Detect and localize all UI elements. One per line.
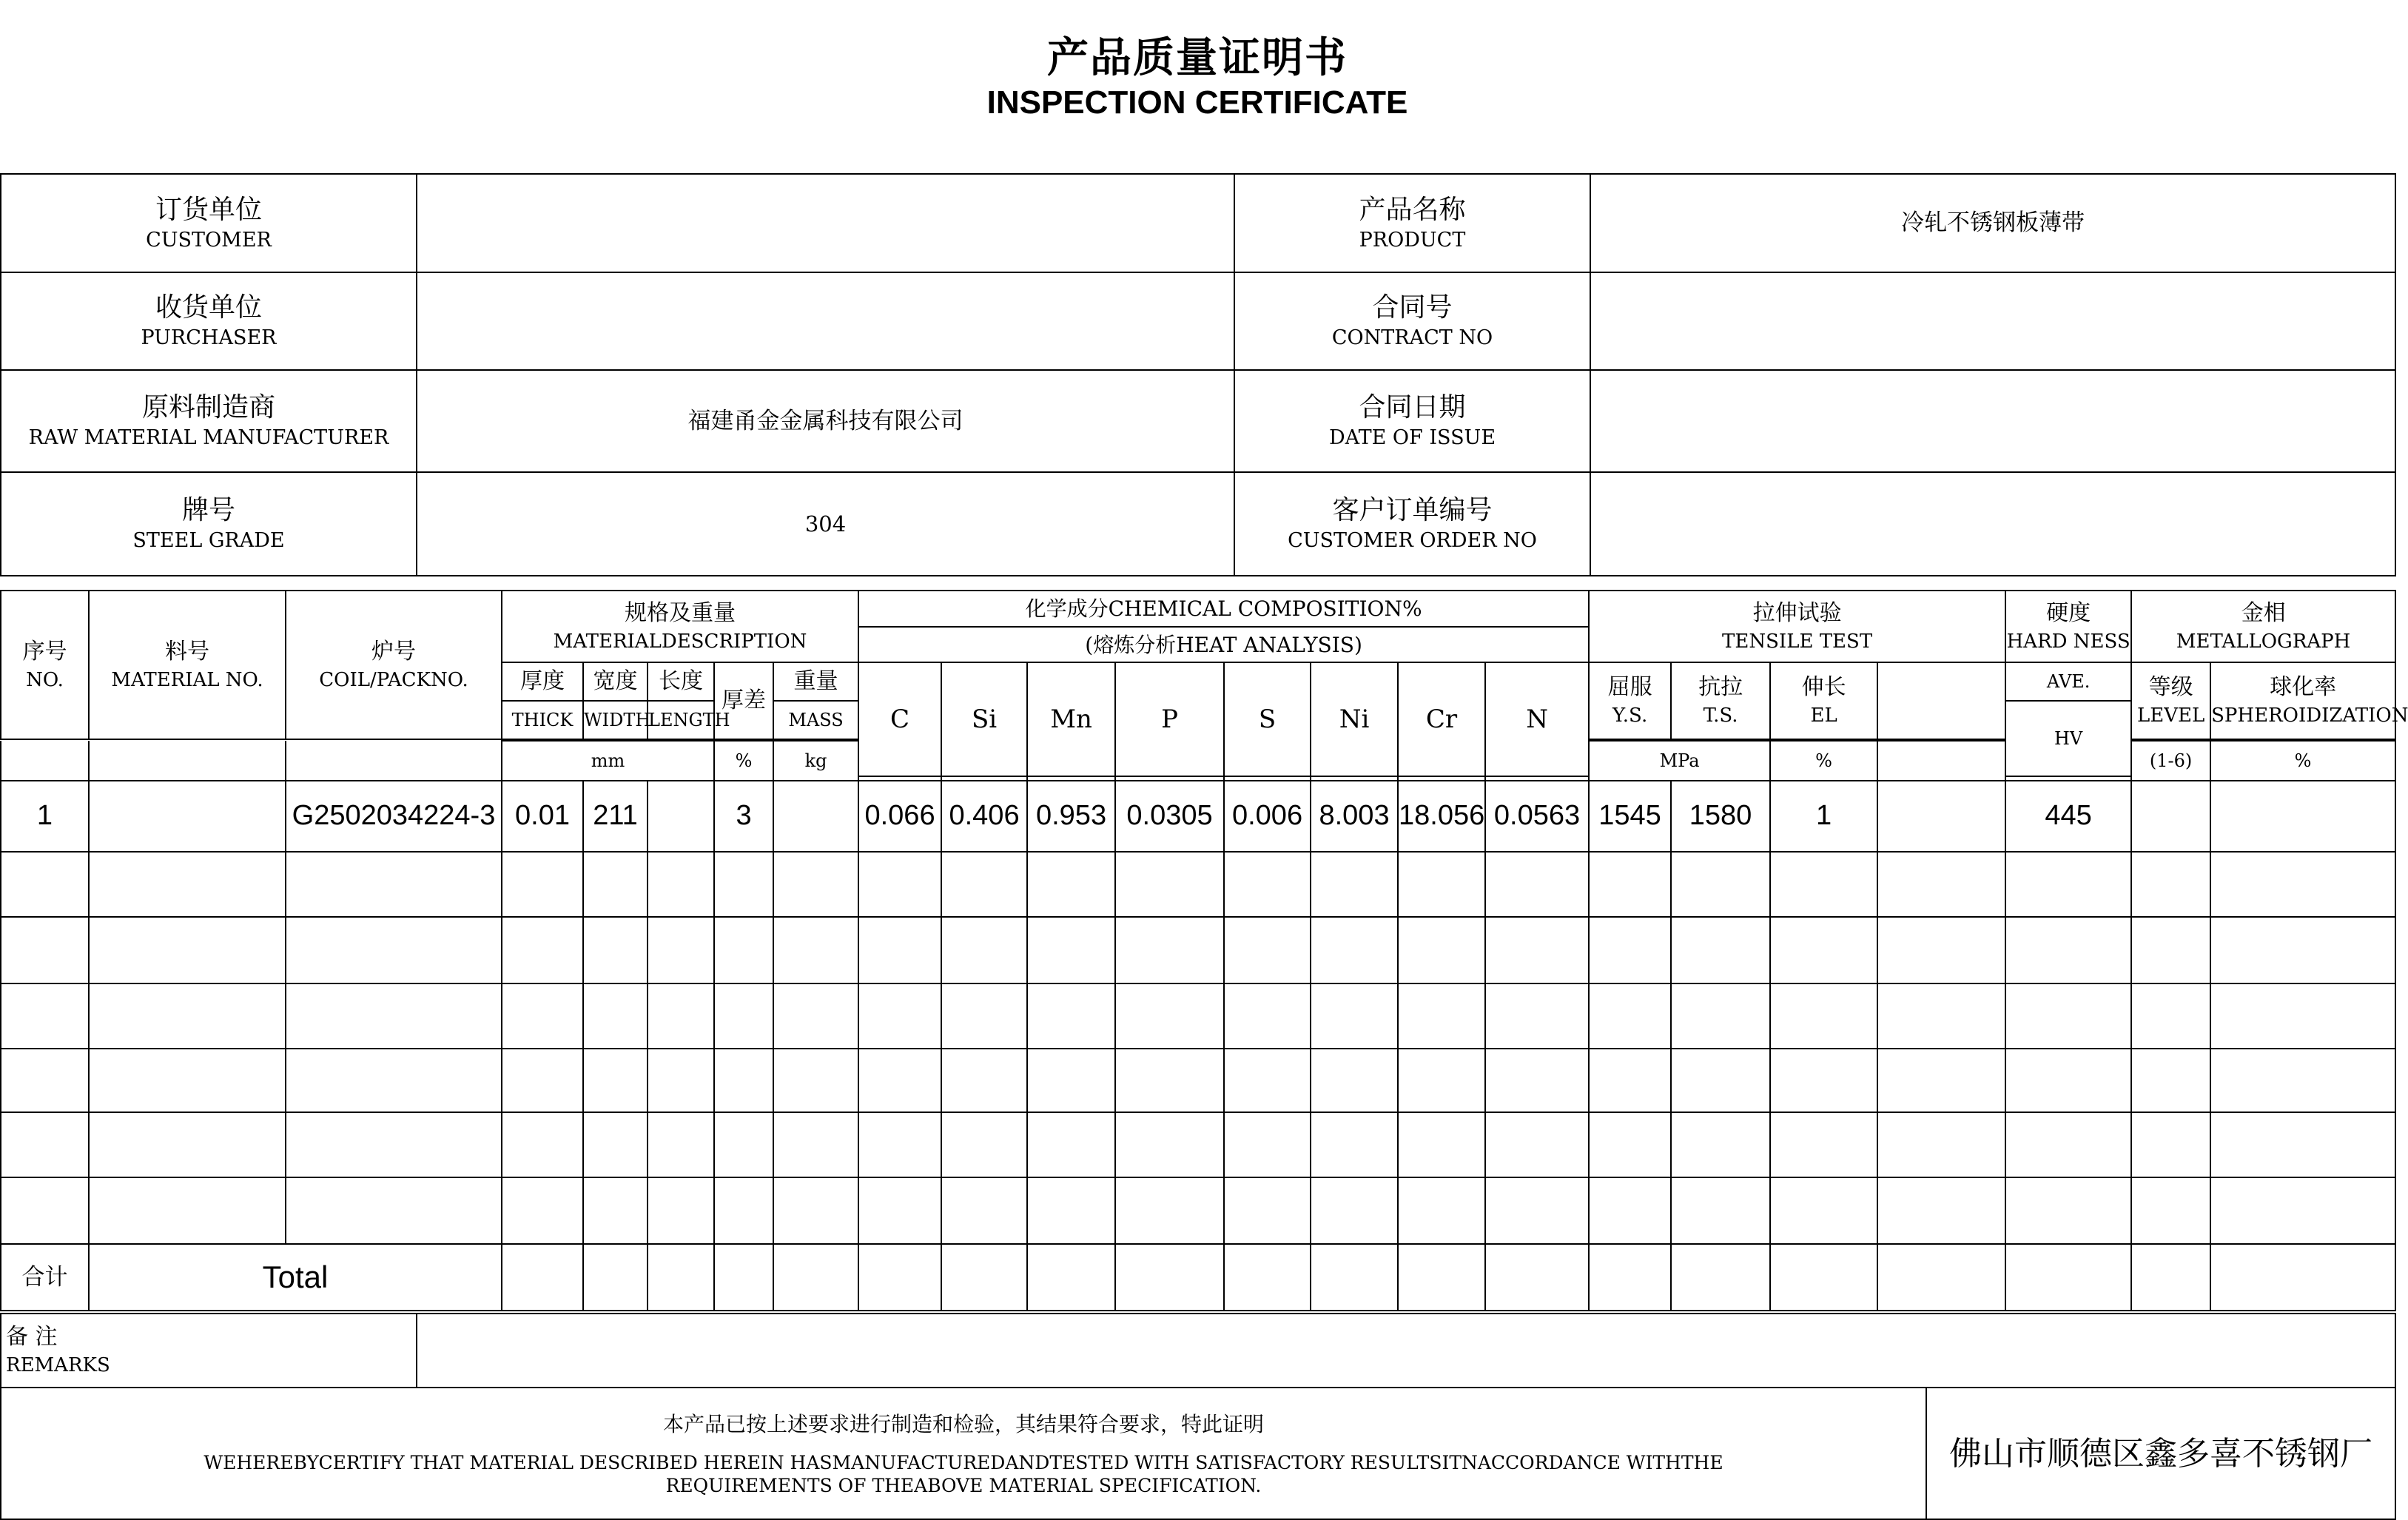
purchaser-value bbox=[417, 272, 1234, 370]
row-width: 211 bbox=[583, 781, 648, 852]
table-row bbox=[1, 1112, 2395, 1177]
el-header: 伸长 EL bbox=[1770, 662, 1877, 739]
width-en-header: WIDTH bbox=[583, 701, 648, 739]
manufacturer-value: 福建甬金金属科技有限公司 bbox=[417, 370, 1234, 472]
element-mn-header: Mn bbox=[1027, 662, 1115, 776]
mass-en-header: MASS bbox=[773, 701, 858, 739]
thick-header: 厚度 bbox=[502, 662, 583, 701]
row-tensile-extra bbox=[1877, 781, 2005, 852]
row-s: 0.006 bbox=[1224, 781, 1311, 852]
level-range: (1-6) bbox=[2131, 741, 2210, 781]
element-cr-header: Cr bbox=[1398, 662, 1485, 776]
row-no: 1 bbox=[1, 781, 89, 852]
steel-grade-label: 牌号 STEEL GRADE bbox=[1, 472, 417, 576]
table-row bbox=[1, 917, 2395, 983]
coil-no-header: 炉号 COIL/PACKNO. bbox=[286, 591, 502, 739]
customer-order-no-value bbox=[1590, 472, 2395, 576]
element-c-header: C bbox=[858, 662, 941, 776]
thick-en-header: THICK bbox=[502, 701, 583, 739]
date-of-issue-label: 合同日期 DATE OF ISSUE bbox=[1234, 370, 1590, 472]
product-label: 产品名称 PRODUCT bbox=[1234, 174, 1590, 272]
dimension-unit: mm bbox=[502, 741, 714, 781]
element-p-header: P bbox=[1115, 662, 1224, 776]
hardness-ave-header: AVE. bbox=[2005, 662, 2131, 701]
hv-unit-cell bbox=[2005, 741, 2131, 781]
purchaser-label: 收货单位 PURCHASER bbox=[1, 272, 417, 370]
hardness-header: 硬度 HARD NESS bbox=[2005, 591, 2131, 662]
tolerance-unit: % bbox=[714, 741, 773, 781]
chem-header: 化学成分CHEMICAL COMPOSITION% bbox=[858, 591, 1589, 627]
row-cr: 18.056 bbox=[1398, 781, 1485, 852]
spheroidization-header: 球化率 SPHEROIDIZATION bbox=[2210, 662, 2395, 739]
mass-unit: kg bbox=[773, 741, 858, 781]
row-ys: 1545 bbox=[1589, 781, 1671, 852]
width-header: 宽度 bbox=[583, 662, 648, 701]
table-row bbox=[1, 781, 2395, 852]
element-ni-header: Ni bbox=[1311, 662, 1398, 776]
element-n-header: N bbox=[1485, 662, 1589, 776]
remarks-table bbox=[0, 1313, 2396, 1520]
table-row bbox=[1, 1177, 2395, 1244]
table-row bbox=[1, 983, 2395, 1049]
spec-header: 规格及重量 MATERIALDESCRIPTION bbox=[502, 591, 858, 662]
contract-no-value bbox=[1590, 272, 2395, 370]
info-table bbox=[0, 173, 2396, 576]
certification-statement bbox=[1, 1388, 1926, 1519]
customer-label: 订货单位 CUSTOMER bbox=[1, 174, 417, 272]
ni-unit-cell bbox=[1311, 741, 1398, 781]
steel-grade-value: 304 bbox=[417, 472, 1234, 576]
tensile-extra-unit bbox=[1877, 741, 2005, 781]
si-unit-cell bbox=[941, 741, 1027, 781]
tensile-header: 拉伸试验 TENSILE TEST bbox=[1589, 591, 2005, 662]
hardness-hv-header: HV bbox=[2005, 701, 2131, 776]
metallograph-header: 金相 METALLOGRAPH bbox=[2131, 591, 2395, 662]
row-spheroidization bbox=[2210, 781, 2395, 852]
row-mass bbox=[773, 781, 858, 852]
p-unit-cell bbox=[1115, 741, 1224, 781]
row-hv: 445 bbox=[2005, 781, 2131, 852]
total-row bbox=[1, 1244, 2395, 1311]
s-unit-cell bbox=[1224, 741, 1311, 781]
remarks-label: 备 注 REMARKS bbox=[1, 1314, 417, 1388]
mn-unit-cell bbox=[1027, 741, 1115, 781]
tensile-extra-header bbox=[1877, 662, 2005, 739]
row-ts: 1580 bbox=[1671, 781, 1770, 852]
contract-no-label: 合同号 CONTRACT NO bbox=[1234, 272, 1590, 370]
company-name: 佛山市顺德区鑫多喜不锈钢厂 bbox=[1926, 1388, 2395, 1519]
material-no-header: 料号 MATERIAL NO. bbox=[89, 591, 286, 739]
elongation-unit: % bbox=[1770, 741, 1877, 781]
product-value: 冷轧不锈钢板薄带 bbox=[1590, 174, 2395, 272]
material-unit-cell bbox=[89, 741, 286, 781]
spheroidization-unit: % bbox=[2210, 741, 2395, 781]
tolerance-header: 厚差 bbox=[714, 662, 773, 739]
chem-sub-header: (熔炼分析HEAT ANALYSIS) bbox=[858, 627, 1589, 662]
row-p: 0.0305 bbox=[1115, 781, 1224, 852]
certification-en: WEHEREBYCERTIFY THAT MATERIAL DESCRIBED HEREIN HASMANUFACTUREDANDTESTED WITH SATISFACTORY RESULTSITNACCORDANCE WITHTHE REQUIREMENTS OF THEABOVE MATERIAL SPECIFICATION. bbox=[204, 1452, 1723, 1496]
table-row bbox=[1, 852, 2395, 917]
certification-cn: 本产品已按上述要求进行制造和检验，其结果符合要求，特此证明 bbox=[662, 1412, 1264, 1436]
table-row bbox=[1, 1049, 2395, 1112]
tensile-unit: MPa bbox=[1589, 741, 1770, 781]
cr-unit-cell bbox=[1398, 741, 1485, 781]
customer-order-no-label: 客户订单编号 CUSTOMER ORDER NO bbox=[1234, 472, 1590, 576]
row-thick: 0.01 bbox=[502, 781, 583, 852]
seq-unit-cell bbox=[1, 741, 89, 781]
total-label-en: Total bbox=[89, 1244, 502, 1311]
seq-header: 序号 NO. bbox=[1, 591, 89, 739]
page-title-cn: 产品质量证明书 bbox=[1047, 34, 1348, 82]
row-ni: 8.003 bbox=[1311, 781, 1398, 852]
n-unit-cell bbox=[1485, 741, 1589, 781]
row-c: 0.066 bbox=[858, 781, 941, 852]
element-si-header: Si bbox=[941, 662, 1027, 776]
c-unit-cell bbox=[858, 741, 941, 781]
row-mn: 0.953 bbox=[1027, 781, 1115, 852]
length-en-header: LENGTH bbox=[648, 701, 714, 739]
row-el: 1 bbox=[1770, 781, 1877, 852]
total-label-cn: 合计 bbox=[1, 1244, 89, 1311]
remarks-value bbox=[417, 1314, 2395, 1388]
length-header: 长度 bbox=[648, 662, 714, 701]
level-header: 等级 LEVEL bbox=[2131, 662, 2210, 739]
page-title-en: INSPECTION CERTIFICATE bbox=[986, 84, 1408, 121]
row-material-no bbox=[89, 781, 286, 852]
mass-header: 重量 bbox=[773, 662, 858, 701]
customer-value bbox=[417, 174, 1234, 272]
ts-header: 抗拉 T.S. bbox=[1671, 662, 1770, 739]
ys-header: 屈服 Y.S. bbox=[1589, 662, 1671, 739]
units-and-data-table bbox=[0, 740, 2396, 1311]
row-si: 0.406 bbox=[941, 781, 1027, 852]
element-s-header: S bbox=[1224, 662, 1311, 776]
date-of-issue-value bbox=[1590, 370, 2395, 472]
row-coil-no: G2502034224-3 bbox=[286, 781, 502, 852]
row-level bbox=[2131, 781, 2210, 852]
row-n: 0.0563 bbox=[1485, 781, 1589, 852]
row-tolerance: 3 bbox=[714, 781, 773, 852]
row-length bbox=[648, 781, 714, 852]
coil-unit-cell bbox=[286, 741, 502, 781]
manufacturer-label: 原料制造商 RAW MATERIAL MANUFACTURER bbox=[1, 370, 417, 472]
